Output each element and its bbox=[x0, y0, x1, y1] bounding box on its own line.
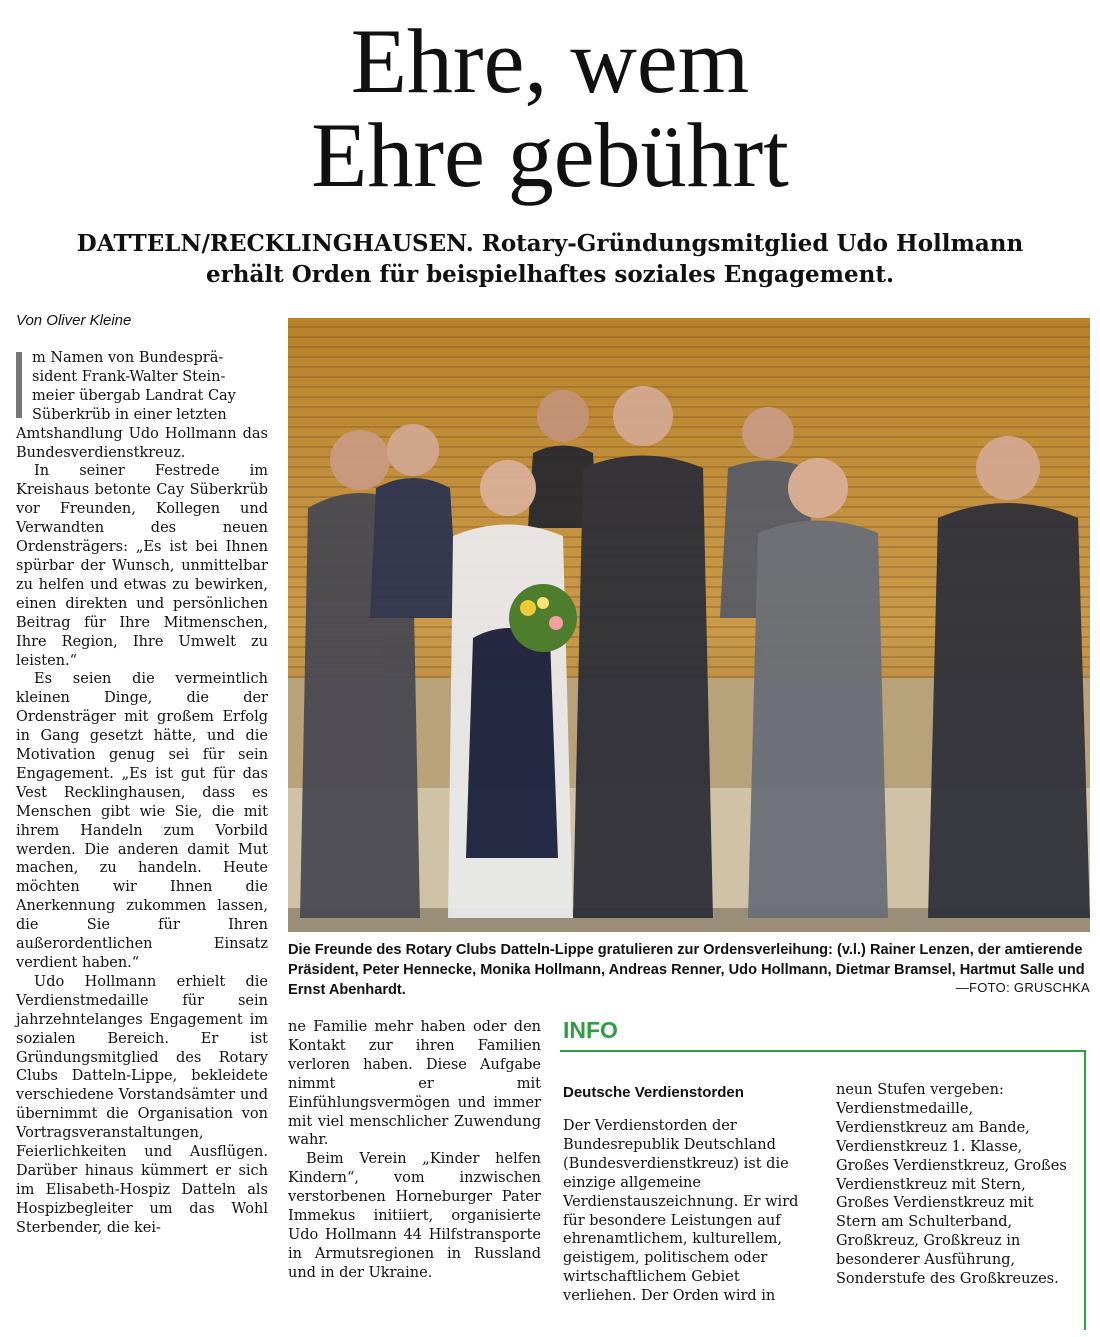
article-column-1 bbox=[16, 349, 268, 1238]
subhead-line-2: erhält Orden für beispielhaftes soziales Engagement. bbox=[205, 261, 894, 288]
headline bbox=[0, 10, 1100, 206]
paragraph-4: Udo Hollmann erhielt die Verdienstmedaille für sein jahrzehntelanges Engagement im sozialen Bereich. Er ist Gründungsmitglied des Rotary Clubs Datteln-Lippe, bekleidete verschiedene Vorstandsämter und übernimmt die Organisation von Vortragsveranstaltungen, Feierlichkeiten und Ausflügen. Darüber hinaus kümmert er sich im Elisabeth-Hospiz Datteln als Hospizbegleiter um das Wohl Sterbender, die kei- bbox=[16, 973, 268, 1236]
info-box-right-rule bbox=[1084, 1050, 1086, 1330]
headline-line-1: Ehre, wem bbox=[350, 10, 750, 112]
photo-credit: —FOTO: GRUSCHKA bbox=[955, 980, 1090, 995]
info-text-b: neun Stufen vergeben: Verdienstmedaille, Verdienstkreuz am Bande, Verdienstkreuz 1. Klasse, Großes Verdienstkreuz, Großes Verdienstkreuz mit Stern, Großes Verdienstkreuz mit Stern am Schulterband, Großkreuz, Großkreuz in besonderer Ausführung, Sonderstufe des Großkreuzes. bbox=[836, 1082, 1067, 1288]
paragraph-2: In seiner Festrede im Kreishaus betonte Cay Süberkrüb vor Freunden, Kollegen und Verwandten des neuen Ordensträgers: „Es ist bei Ihnen spürbar der Wunsch, unmittelbar zu helfen und etwas zu bewirken, einen direkten und persönlichen Beitrag für Ihre Mitmenschen, Ihre Region, Ihre Umwelt zu leisten.“ bbox=[16, 463, 268, 669]
group-photo-illustration bbox=[288, 318, 1090, 932]
lead-line-4: Süberkrüb in einer letzten bbox=[32, 406, 227, 423]
byline: Von Oliver Kleine bbox=[16, 312, 132, 329]
info-box-title: INFO bbox=[563, 1017, 618, 1043]
info-box-text-a bbox=[563, 1117, 815, 1306]
article-column-2 bbox=[288, 1018, 541, 1283]
col2-paragraph-1: ne Familie mehr haben oder den Kontakt zur ihren Familien verloren haben. Diese Aufgabe nimmt er mit Einfühlungsvermögen und immer mit viel menschlicher Zuwendung wahr. bbox=[288, 1019, 541, 1149]
subhead-line-1: DATTELN/RECKLINGHAUSEN. Rotary-Gründungsmitglied Udo Hollmann bbox=[76, 230, 1024, 257]
lead-line-2: sident Frank-Walter Stein- bbox=[32, 368, 226, 385]
paragraph-3: Es seien die vermeintlich kleinen Dinge, die der Ordensträger mit großem Erfolg in Gang gesetzt hätte, und die Motivation genug sei für sein Engagement. „Es ist gut für das Vest Recklinghausen, dass es Menschen gibt wie Sie, die mit ihrem Handeln zum Vorbild werden. Die anderen damit Mut machen, zu handeln. Heute möchten wir Ihnen die Anerkennung zukommen lassen, die Sie für Ihren außerordentlichen Einsatz verdient haben.“ bbox=[16, 671, 268, 971]
photo-caption: Die Freunde des Rotary Clubs Datteln-Lippe gratulieren zur Ordensverleihung: (v.l.) Rainer Lenzen, der amtierende Präsident, Peter Hennecke, Monika Hollmann, Andreas Renner, Udo Hollmann, Dietmar Bramsel, Hartmut Salle und Ernst Abenhardt. bbox=[288, 942, 1085, 998]
lead-line-3: meier übergab Landrat Cay bbox=[32, 387, 236, 404]
col2-paragraph-2: Beim Verein „Kinder helfen Kindern“, vom inzwischen verstorbenen Horneburger Pater Immekus initiiert, organisierte Udo Hollmann 44 Hilfstransporte in Armutsregionen in Russland und in der Ukraine. bbox=[288, 1151, 541, 1281]
subheadline bbox=[10, 228, 1090, 290]
info-box-top-rule bbox=[560, 1050, 1086, 1052]
info-box-text-b bbox=[836, 1081, 1076, 1289]
info-box-subtitle: Deutsche Verdienstorden bbox=[563, 1084, 744, 1101]
paragraph-1-rest: Amtshandlung Udo Hollmann das Bundesverdienstkreuz. bbox=[16, 425, 268, 461]
headline-line-2: Ehre gebührt bbox=[311, 104, 789, 206]
info-text-a: Der Verdienstorden der Bundesrepublik Deutschland (Bundesverdienstkreuz) ist die einzige allgemeine Verdienstauszeichnung. Er wird für besondere Leistungen auf ehrenamtlichem, kulturellem, geistigem, politischem oder wirtschaftlichem Gebiet verliehen. Der Orden wird in bbox=[563, 1118, 799, 1305]
group-photo bbox=[288, 318, 1090, 932]
lead-line-1: m Namen von Bundesprä- bbox=[32, 350, 224, 366]
